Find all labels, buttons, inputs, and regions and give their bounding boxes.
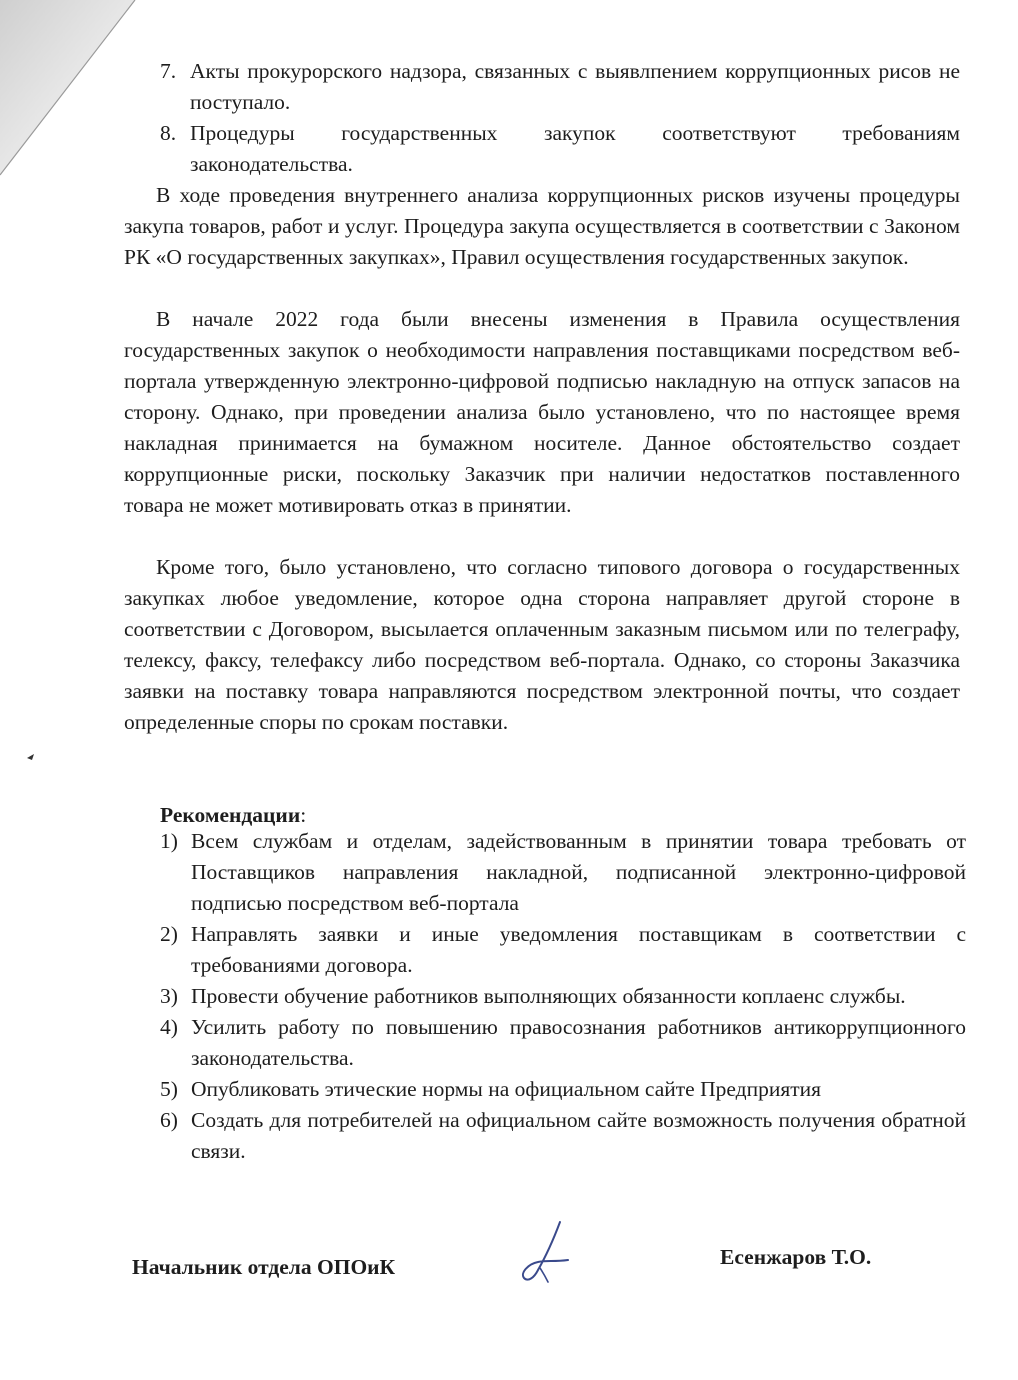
item-number: 4) (160, 1015, 178, 1039)
list-item (160, 826, 966, 919)
signatory-position: Начальник отдела ОПОиК (132, 1255, 396, 1279)
list-item (160, 1105, 966, 1167)
list-item (160, 1074, 966, 1105)
list-item (160, 919, 966, 981)
item-number: 3) (160, 984, 178, 1008)
list-item (160, 1012, 966, 1074)
paragraph-procurement-analysis: В ходе проведения внутреннего анализа коррупционных рисков изучены процедуры закупа товаров, работ и услуг. Процедура закупа осуществляется в соответствии с Законом РК «О государственных закупках», Правил осуществления государственных закупок. (124, 183, 960, 269)
list-item (160, 56, 960, 118)
signatory-name: Есенжаров Т.О. (720, 1245, 872, 1269)
scan-speck (26, 752, 36, 762)
scan-fold-shadow (0, 0, 140, 190)
paragraph-typical-contract: Кроме того, было установлено, что согласно типового договора о государственных закупках любое уведомление, которое одна сторона направляет другой стороне в соответствии с Договором, высылается оплаченным заказным письмом или по телеграфу, телексу, факсу, телефаксу либо посредством веб-портала. Однако, со стороны Заказчика заявки на поставку товара направляются посредством электронной почты, что создает определенные споры по срокам поставки. (124, 555, 960, 734)
recommendations-list (160, 826, 966, 1167)
item-number: 8. (160, 121, 177, 145)
item-text: Создать для потребителей на официальном сайте возможность получения обратной связи. (191, 1108, 966, 1163)
item-number: 6) (160, 1108, 178, 1132)
paragraph-rules-changes: В начале 2022 года были внесены изменения в Правила осуществления государственных закупок о необходимости направления поставщиками посредством веб-портала утвержденную электронно-цифровой подписью накладную на отпуск запасов на сторону. Однако, при проведении анализа было установлено, что по настоящее время накладная принимается на бумажном носителе. Данное обстоятельство создает коррупционные риски, поскольку Заказчик при наличии недостатков поставленного товара не может мотивировать отказ в принятии. (124, 307, 960, 517)
list-item (160, 118, 960, 180)
item-number: 7. (160, 59, 177, 83)
list-item (160, 981, 966, 1012)
item-text: Процедуры государственных закупок соответствуют требованиям законодательства. (190, 121, 960, 176)
numbered-list (160, 56, 960, 180)
item-text: Направлять заявки и иные уведомления поставщикам в соответствии с требованиями договора. (191, 922, 966, 977)
item-text: Опубликовать этические нормы на официальном сайте Предприятия (191, 1077, 822, 1101)
item-number: 5) (160, 1077, 178, 1101)
item-number: 1) (160, 829, 178, 853)
recommendations-title-text: Рекомендации (160, 803, 301, 827)
item-text: Усилить работу по повышению правосознания работников антикоррупционного законодательства. (191, 1015, 966, 1070)
item-number: 2) (160, 922, 178, 946)
item-text: Провести обучение работников выполняющих обязанности коплаенс службы. (191, 984, 906, 1008)
item-text: Акты прокурорского надзора, связанных с выявлпением коррупционных рисов не поступало. (190, 59, 960, 114)
handwritten-signature (510, 1218, 580, 1288)
recommendations-title-suffix: : (300, 803, 307, 827)
item-text: Всем службам и отделам, задействованным в принятии товара требовать от Поставщиков направления накладной, подписанной электронно-цифровой подписью посредством веб-портала (191, 829, 966, 915)
